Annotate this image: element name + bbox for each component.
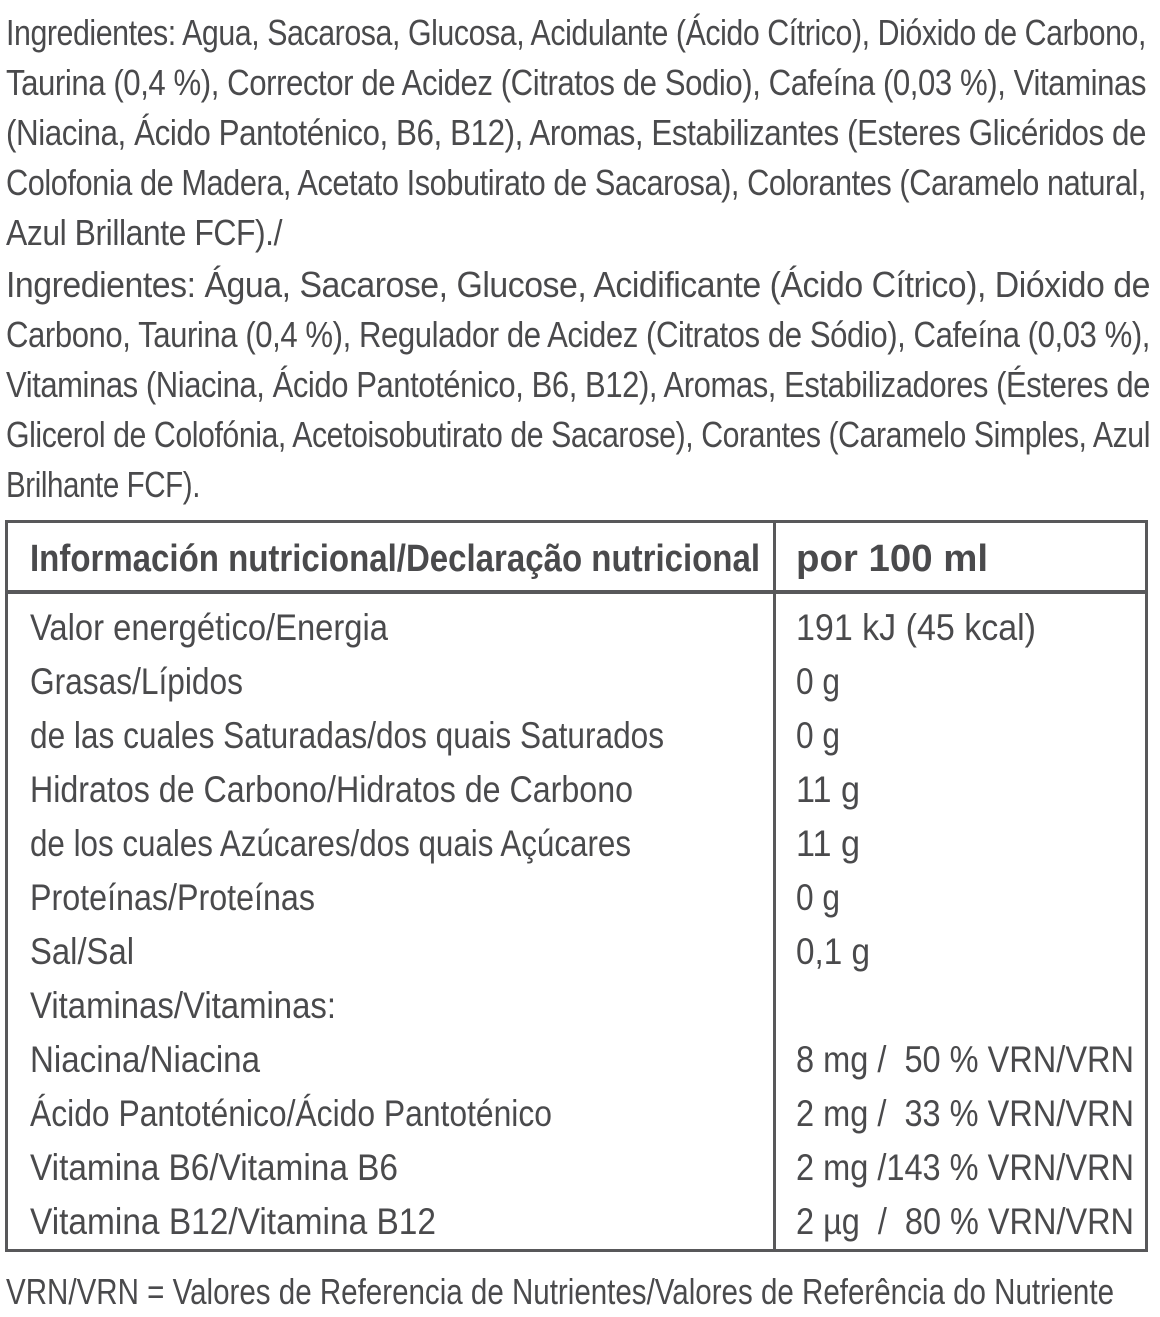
ingredients-line: Colofonia de Madera, Acetato Isobutirato de Sacarosa), Colorantes (Caramelo natural, [6, 162, 1146, 203]
nutrient-label: de los cuales Azúcares/dos quais Açúcares [30, 823, 631, 864]
table-row [8, 1087, 1145, 1141]
nutrient-value: 0 g [796, 877, 840, 918]
ingredients-line: Carbono, Taurina (0,4 %), Regulador de Acidez (Citratos de Sódio), Cafeína (0,03 %), [6, 314, 1150, 355]
nutrient-label: Vitamina B6/Vitamina B6 [30, 1147, 398, 1188]
nutrient-value: 11 g [796, 823, 860, 864]
nutrient-label: Proteínas/Proteínas [30, 877, 315, 918]
ingredients-line: Brilhante FCF). [6, 464, 200, 505]
nutrient-label: de las cuales Saturadas/dos quais Saturados [30, 715, 664, 756]
nutrient-label: Ácido Pantoténico/Ácido Pantoténico [30, 1093, 552, 1134]
nutrient-value: 2 µg / 80 % VRN/VRN [796, 1201, 1134, 1242]
ingredients-line: Ingredientes: Agua, Sacarosa, Glucosa, Acidulante (Ácido Cítrico), Dióxido de Carbono, [6, 12, 1146, 53]
ingredients-line: Glicerol de Colofónia, Acetoisobutirato de Sacarose), Corantes (Caramelo Simples, Azul [6, 414, 1150, 455]
ingredients-portuguese [6, 260, 1152, 510]
footnote: VRN/VRN = Valores de Referencia de Nutrientes/Valores de Referência do Nutriente [6, 1271, 1114, 1312]
table-row [8, 763, 1145, 817]
ingredients-spanish [6, 8, 1152, 258]
table-row [8, 817, 1145, 871]
nutrient-value: 0 g [796, 661, 840, 702]
table-row [8, 925, 1145, 979]
table-header-serving: por 100 ml [796, 538, 988, 580]
table-row [8, 709, 1145, 763]
nutrient-label: Grasas/Lípidos [30, 661, 243, 702]
nutrient-label: Vitaminas/Vitaminas: [30, 985, 336, 1026]
nutrient-value: 2 mg /143 % VRN/VRN [796, 1147, 1134, 1188]
table-header-label: Información nutricional/Declaração nutricional [30, 538, 760, 580]
nutrition-table [5, 520, 1148, 1252]
nutrient-label: Sal/Sal [30, 931, 134, 972]
nutrient-value: 191 kJ (45 kcal) [796, 607, 1036, 648]
nutrient-value: 11 g [796, 769, 860, 810]
nutrient-label: Valor energético/Energia [30, 607, 388, 648]
nutrient-value: 0,1 g [796, 931, 870, 972]
nutrient-label: Vitamina B12/Vitamina B12 [30, 1201, 436, 1242]
table-row [8, 1033, 1145, 1087]
header-divider [8, 590, 1145, 594]
ingredients-line: Azul Brillante FCF)./ [6, 212, 282, 253]
ingredients-line: Ingredientes: Água, Sacarose, Glucose, Acidificante (Ácido Cítrico), Dióxido de [6, 264, 1150, 305]
table-row [8, 1195, 1145, 1249]
table-row [8, 655, 1145, 709]
table-row [8, 1141, 1145, 1195]
ingredients-line: (Niacina, Ácido Pantoténico, B6, B12), Aromas, Estabilizantes (Esteres Glicéridos de [6, 112, 1146, 153]
table-row [8, 871, 1145, 925]
nutrient-value: 0 g [796, 715, 840, 756]
ingredients-line: Taurina (0,4 %), Corrector de Acidez (Citratos de Sodio), Cafeína (0,03 %), Vitaminas [6, 62, 1146, 103]
nutrient-label: Hidratos de Carbono/Hidratos de Carbono [30, 769, 633, 810]
ingredients-line: Vitaminas (Niacina, Ácido Pantoténico, B6, B12), Aromas, Estabilizadores (Ésteres de [6, 364, 1150, 405]
table-row [8, 979, 1145, 1033]
table-row [8, 601, 1145, 655]
nutrient-value: 2 mg / 33 % VRN/VRN [796, 1093, 1134, 1134]
nutrient-value: 8 mg / 50 % VRN/VRN [796, 1039, 1134, 1080]
nutrient-label: Niacina/Niacina [30, 1039, 260, 1080]
